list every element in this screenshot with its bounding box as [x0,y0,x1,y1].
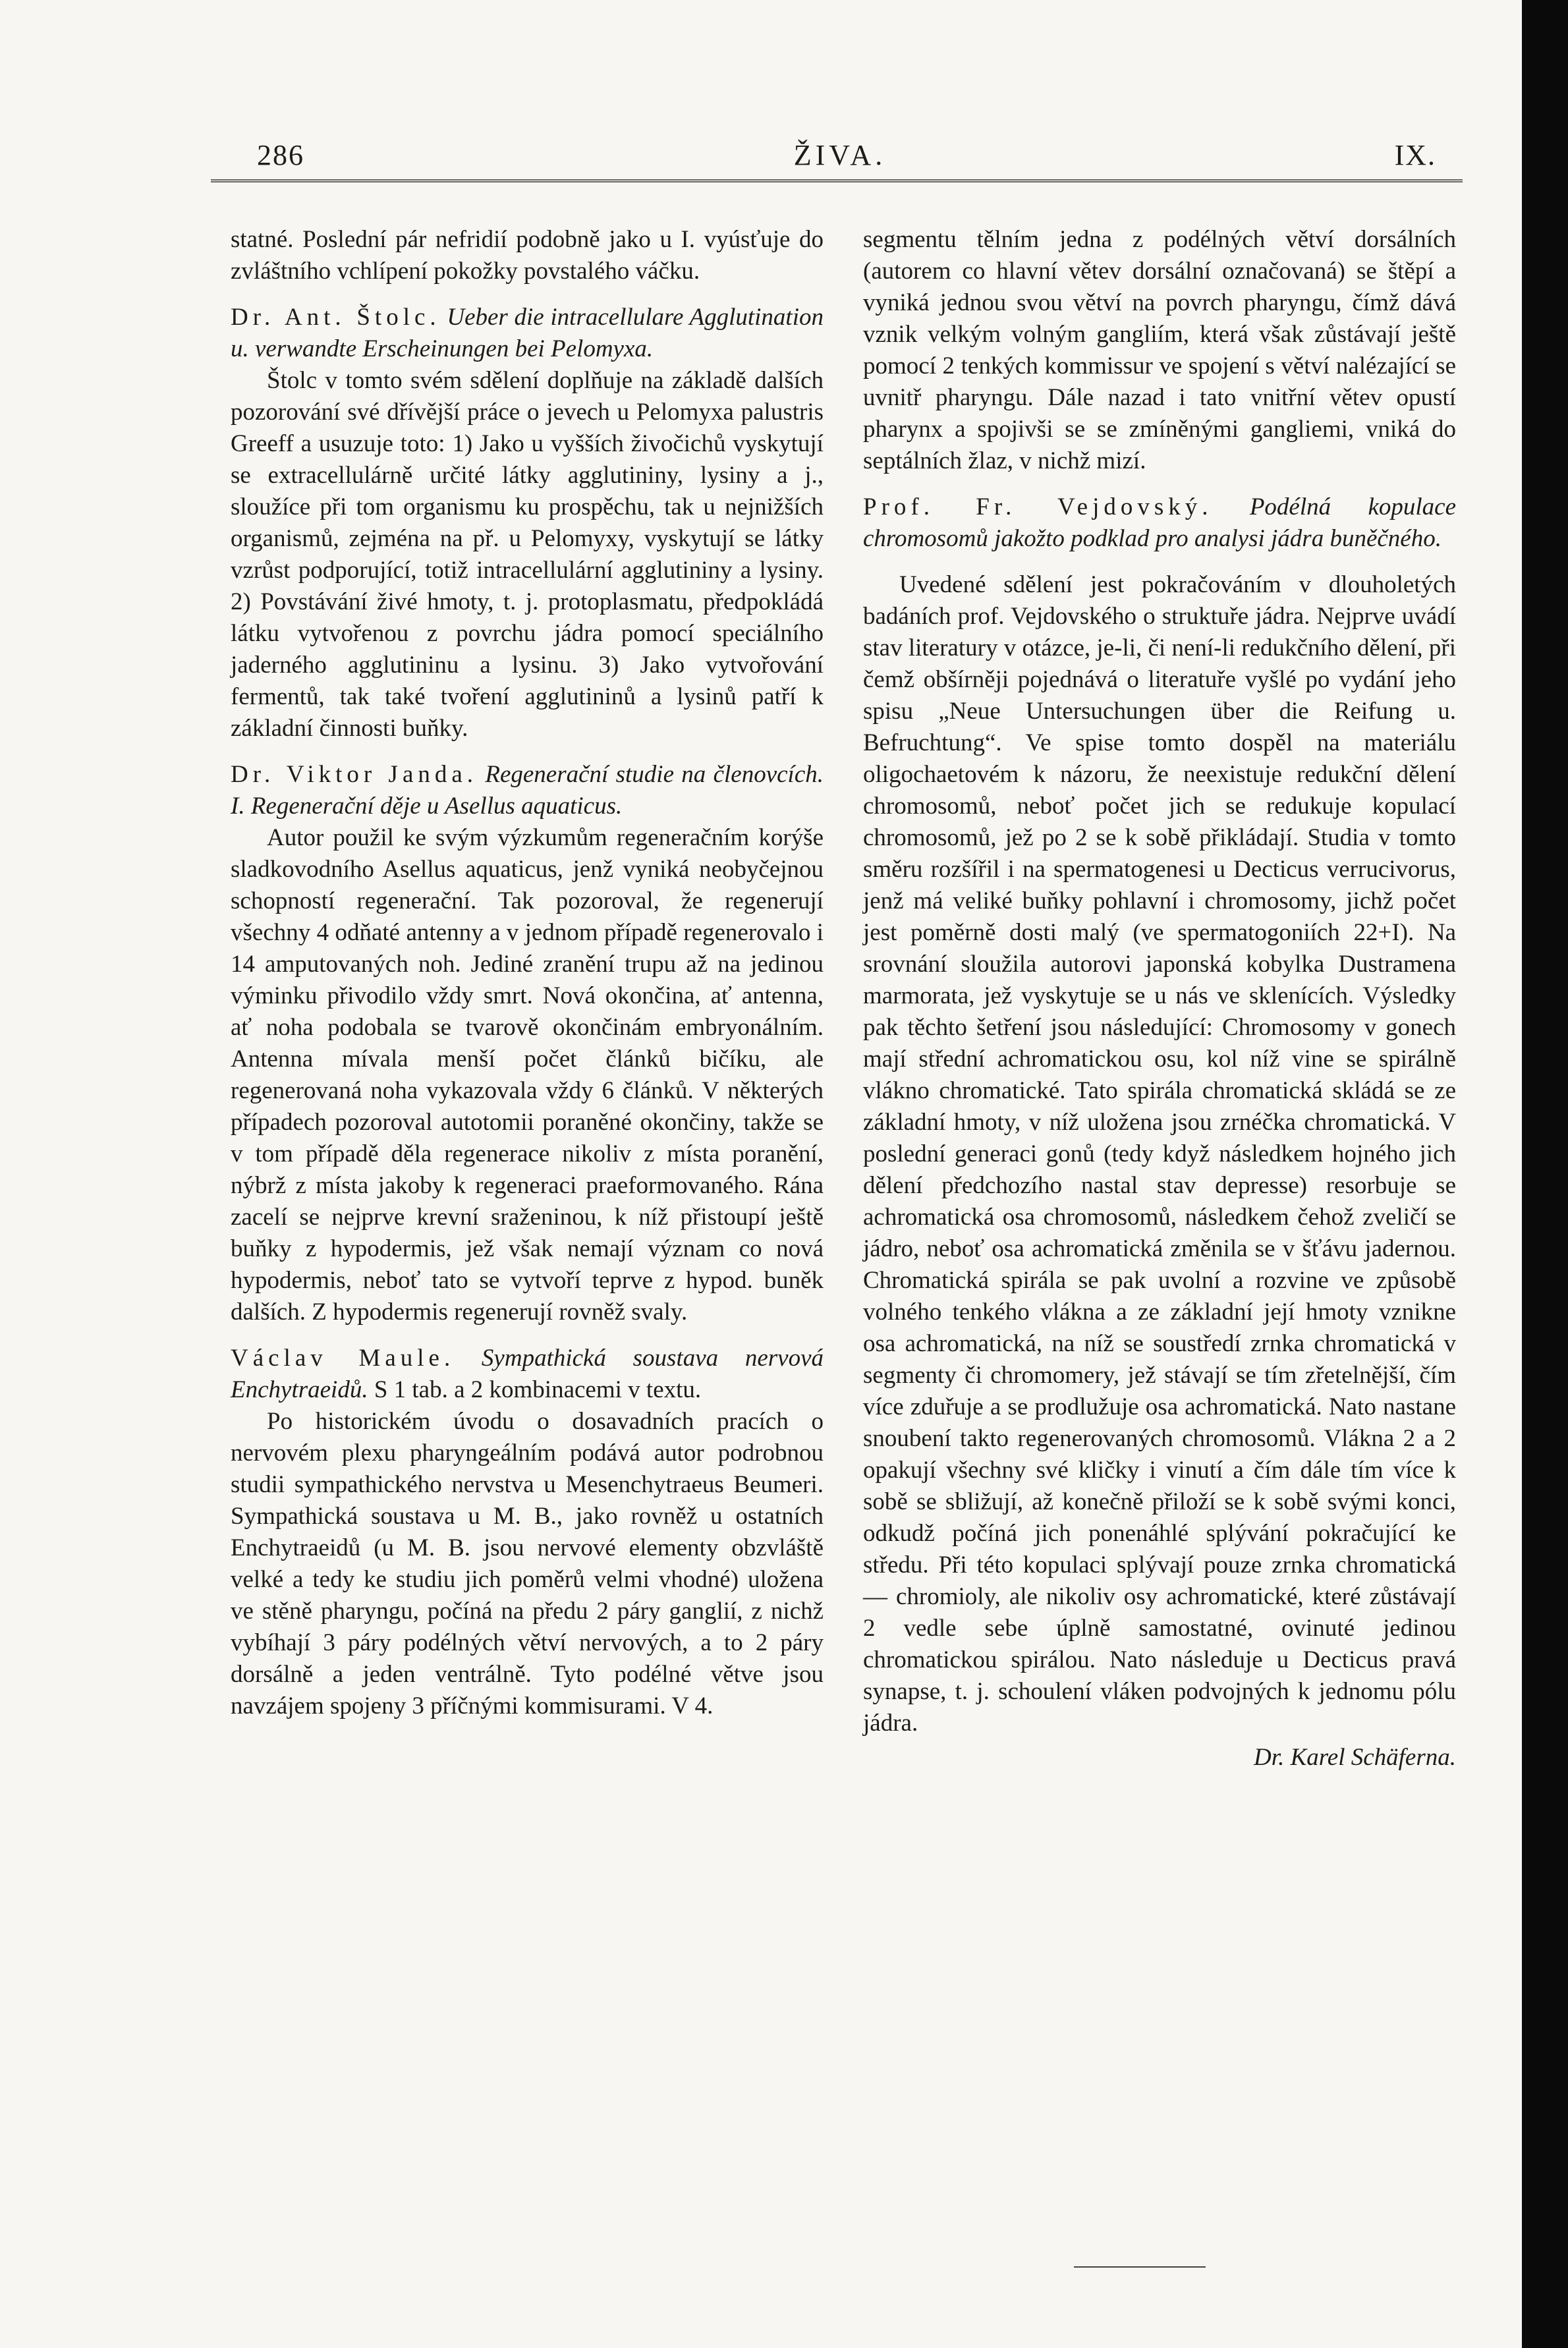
abstract-author: Dr. Viktor Janda. [231,761,478,788]
abstract-author: Václav Maule. [231,1345,455,1372]
text-paragraph: segmentu tělním jedna z podélných větví dorsálních (autorem co hlavní větev dorsální označovaná) se štěpí a vyniká jednou svou větví na povrch pharyngu, čímž dává vznik velkým volným gangliím, která však zůstávají ještě pomocí 2 tenkých kommissur ve spojení s větví nalézající se uvnitř pharyngu. Dále nazad i tato vnitřní větev opustí pharynx a spojivši se se zmíněnými gangliemi, vniká do septálních žlaz, v nichž mizí. [863,226,1456,474]
abstract-author: Prof. Fr. Vejdovský. [863,493,1213,520]
end-rule [1074,2266,1206,2268]
abstract-title: Regenerační studie na členovcích. I. Regenerační děje u Asellus aquaticus. [231,761,824,820]
text-paragraph: Autor použil ke svým výzkumům regeneračním korýše sladkovodního Asellus aquaticus, jenž vyniká neobyčejnou schopností regenerační. Tak pozoroval, že regenerují všechny 4 odňaté antenny a v jednom případě regenerovalo i 14 amputovaných noh. Jediné zranění trupu až na jedinou výminku přivodilo vždy smrt. Nová okončina, ať antenna, ať noha podobala se tvarově okončinám embryonálním. Antenna mívala menší počet článků bičíku, ale regenerovaná noha vykazovala vždy 6 článků. V některých případech pozoroval autotomii poraněné okončiny, takže se v tom případě děla regenerace nikoliv z místa poranění, nýbrž z místa jakoby k regeneraci praeformovaného. Rána zacelí se nejprve krevní sraženinou, k níž přistoupí ještě buňky z hypodermis, jež však nemají význam co nová hypodermis, neboť tato se vytvoří teprve z hypod. buněk dalších. Z hypodermis regenerují rovněž svaly. [231,824,824,1326]
abstract-heading [863,491,1456,555]
left-column [231,224,824,1722]
abstract-heading [231,759,824,822]
abstract-heading [231,302,824,365]
abstract-heading [231,1343,824,1406]
abstract-extra: S 1 tab. a 2 kombinacemi v textu. [374,1376,702,1403]
page-header [244,132,1436,178]
text-paragraph: Uvedené sdělení jest pokračováním v dlouholetých badáních prof. Vejdovského o struktuře jádra. Nejprve uvádí stav literatury v otázce, je-li, či není-li redukčního dělení, při čemž obšírněji pojednává o literatuře vyšlé po vydání jeho spisu „Neue Untersuchungen über die Reifung u. Befruchtung“. Ve spise tomto dospěl na materiálu oligochaetovém k názoru, že neexistuje redukční dělení chromosomů, neboť počet jich se redukuje kopulací chromosomů, jež po 2 se k sobě přikládají. Studia v tomto směru rozšířil i na spermatogenesi u Decticus verrucivorus, jenž má veliké buňky pohlavní i chromosomy, jichž počet jest poměrně dosti malý (ve spermatogoniích 22+I). Na srovnání sloužila autorovi japonská kobylka Dustramena marmorata, jež vyskytuje se u nás ve sklenících. Výsledky pak těchto šetření jsou následující: Chromosomy v gonech mají střední achromatickou osu, kol níž vine se spirálně vlákno chromatické. Tato spirála chromatická skládá se ze základní hmoty, v níž uložena jsou zrnéčka chromatická. V poslední generaci gonů (tedy když následkem hojného jich dělení předchozího nastal stav depresse) resorbuje se achromatická osa chromosomů, následkem čehož zveličí se jádro, neboť osa achromatická změnila se v šťávu jadernou. Chromatická spirála se pak uvolní a rozvine ve způsobě volného tenkého vlákna a ze základní její hmoty vznikne osa achromatická, na níž se soustředí zrnka chromatická v segmenty či chromomery, jež stávají se tím zřetelnější, čím více zduřuje a se prodlužuje osa achromatická. Nato nastane snoubení takto regenerovaných chromosomů. Vlákna 2 a 2 opakují všechny své kličky i vinutí a čím dále tím více k sobě se sbližují, až konečně přiloží se k sobě svými konci, odkudž počíná jich ponenáhlé splývání pokračující ke středu. Při této kopulaci splývají pouze zrnka chromatická — chromioly, ale nikoliv osy achromatické, které zůstávají 2 vedle sebe úplně samostatné, ovinuté jedinou chromatickou spirálou. Nato následuje u Decticus pravá synapse, t. j. schoulení vláken podvojných k jednomu pólu jádra. [863,571,1456,1737]
header-rule [211,179,1463,182]
right-column [863,224,1456,1774]
abstract-title: Podélná kopulace chromosomů jakožto podklad pro analysi jádra buněčného. [863,493,1456,552]
signature: Dr. Karel Schäferna. [1254,1744,1456,1771]
text-paragraph: Štolc v tomto svém sdělení doplňuje na základě dalších pozorování své dřívější práce o jevech u Pelomyxa palustris Greeff a usuzuje toto: 1) Jako u vyšších živočichů vyskytují se extracellulárně určité látky agglutininy, lysiny a j., sloužíce při tom organismu ku prospěchu, tak u nejnižších organismů, zejména na př. u Pelomyxy, vyskytují se látky vzrůst podporující, totiž intracellulární agglutininy a lysiny. 2) Povstávání živé hmoty, t. j. protoplasmatu, předpokládá látku vytvořenou z povrchu jádra pomocí speciálního jaderného agglutininu a lysinu. 3) Jako vytvořování fermentů, tak také tvoření agglutininů a lysinů patří k základní činnosti buňky. [231,367,824,742]
abstract-author: Dr. Ant. Štolc. [231,304,441,331]
abstract-title: Sympathická soustava nervová Enchytraeidů. [231,1345,824,1403]
page-number: 286 [257,139,304,171]
volume-number: IX. [1394,139,1436,171]
text-paragraph: statné. Poslední pár nefridií podobně jako u I. vyúsťuje do zvláštního vchlípení pokožky povstalého váčku. [231,226,824,285]
running-title: ŽIVA. [793,139,887,171]
abstract-title: Ueber die intracellulare Agglutination u. verwandte Erscheinungen bei Pelomyxa. [231,304,824,362]
text-paragraph: Po historickém úvodu o dosavadních pracích o nervovém plexu pharyngeálním podává autor podrobnou studii sympathického nervstva u Mesenchytraeus Beumeri. Sympathická soustava u M. B., jako rovněž u ostatních Enchytraeidů (u M. B. jsou nervové elementy obzvláště velké a tedy ke studiu jich poměrů velmi vhodné) uložena ve stěně pharyngu, počíná na předu 2 páry ganglií, z nichž vybíhají 3 páry podélných větví nervových, a to 2 páry dorsálně a jeden ventrálně. Tyto podélné větve jsou navzájem spojeny 3 příčnými kommisurami. V 4. [231,1408,824,1719]
